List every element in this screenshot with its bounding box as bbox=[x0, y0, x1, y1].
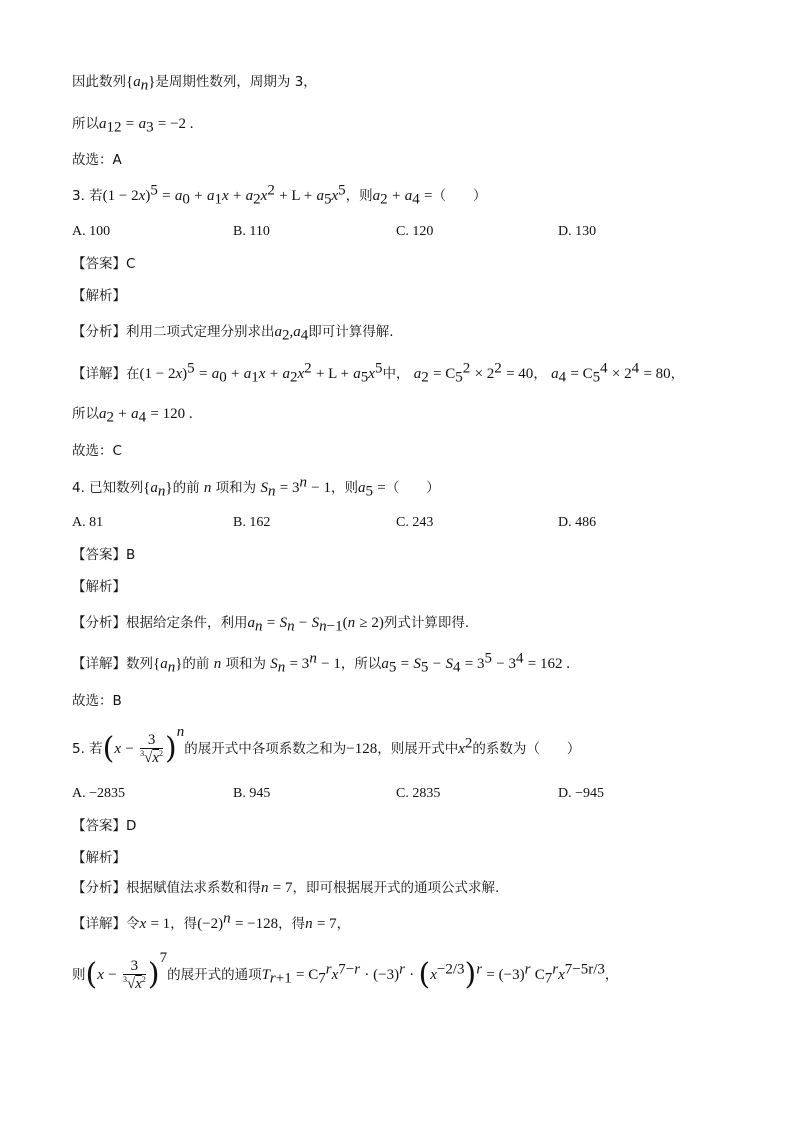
text-choose-a: 故选：A bbox=[72, 152, 122, 168]
q3-analysis: 【分析】利用二项式定理分别求出$a_2,a_4$即可计算得解. bbox=[72, 324, 394, 344]
q3-jiexi: 【解析】 bbox=[72, 288, 126, 304]
q3-sum: 所以$a_2 + a_4 = 120$ . bbox=[72, 406, 193, 426]
q3-option-a: A. 100 bbox=[72, 224, 111, 239]
q3-option-c: C. 120 bbox=[396, 224, 434, 239]
q5-answer: 【答案】D bbox=[72, 818, 137, 834]
q5-option-c: C. 2835 bbox=[396, 786, 441, 801]
q4-option-a: A. 81 bbox=[72, 515, 104, 530]
text-line-a12: 所以$a_{12} = a_3 = -2$ . bbox=[72, 116, 194, 136]
q3-option-d: D. 130 bbox=[558, 224, 597, 239]
q5-analysis: 【分析】根据赋值法求系数和得n = 7，即可根据展开式的通项公式求解. bbox=[72, 880, 500, 896]
q4-answer: 【答案】B bbox=[72, 547, 136, 563]
q5-option-d: D. −945 bbox=[558, 786, 605, 801]
q5-option-b: B. 945 bbox=[233, 786, 271, 801]
q4-jiexi: 【解析】 bbox=[72, 579, 126, 595]
q5-detail: 【详解】令x = 1，得$(-2)^n = -128$，得n = 7， bbox=[72, 910, 351, 932]
q5-jiexi: 【解析】 bbox=[72, 850, 126, 866]
question-4: 4. 已知数列$\{a_n\}$的前 n 项和为 $S_n = 3^n - 1$，则$a_5$ =（ ） bbox=[72, 474, 440, 500]
text-line-periodic: 因此数列$\{a_n\}$是周期性数列，周期为 3， bbox=[72, 74, 317, 94]
q4-option-c: C. 243 bbox=[396, 515, 434, 530]
q4-option-d: D. 486 bbox=[558, 515, 597, 530]
q3-answer: 【答案】C bbox=[72, 256, 136, 272]
q3-option-b: B. 110 bbox=[233, 224, 270, 239]
q3-choose: 故选：C bbox=[72, 443, 122, 459]
q4-option-b: B. 162 bbox=[233, 515, 271, 530]
q3-detail: 【详解】在$(1 - 2x)^5 = a_0 + a_1x + a_2x^2 + L + a_5x^5$中， $a_2 = C_5^2 \times 2^2 = 40$， $a_4 = C_5^4 \times 2^4 = 80$， bbox=[72, 360, 685, 386]
q5-option-a: A. −2835 bbox=[72, 786, 126, 801]
q4-detail: 【详解】数列$\{a_n\}$的前 n 项和为 $S_n = 3^n - 1$，所以$a_5 = S_5 - S_4 = 3^5 - 3^4 = 162$ . bbox=[72, 650, 570, 676]
question-5: 5. 若(x − $\frac{3}{^3√x^2}$ )$^n$的展开式中各项系数之和为−128，则展开式中$x^2$的系数为（ ） bbox=[72, 723, 581, 766]
q4-choose: 故选：B bbox=[72, 693, 122, 709]
question-3: 3. 若$(1 - 2x)^5 = a_0 + a_1x + a_2x^2 + L + a_5x^5$，则$a_2 + a_4$ =（ ） bbox=[72, 182, 487, 208]
q5-general-term: 则(x − $\frac{3}{^3√x^2}$ )$^7$的展开式的通项$T_{r+1} = C_7^rx^{7-r} \cdot (-3)^r \cdot (x^{-2/3})^r = (-3)^r$ $C_7^rx^{7-5r/3}$， bbox=[72, 949, 619, 992]
q4-analysis: 【分析】根据给定条件，利用$a_n = S_n - S_{n-1}(n \ge 2)$列式计算即得. bbox=[72, 615, 470, 635]
